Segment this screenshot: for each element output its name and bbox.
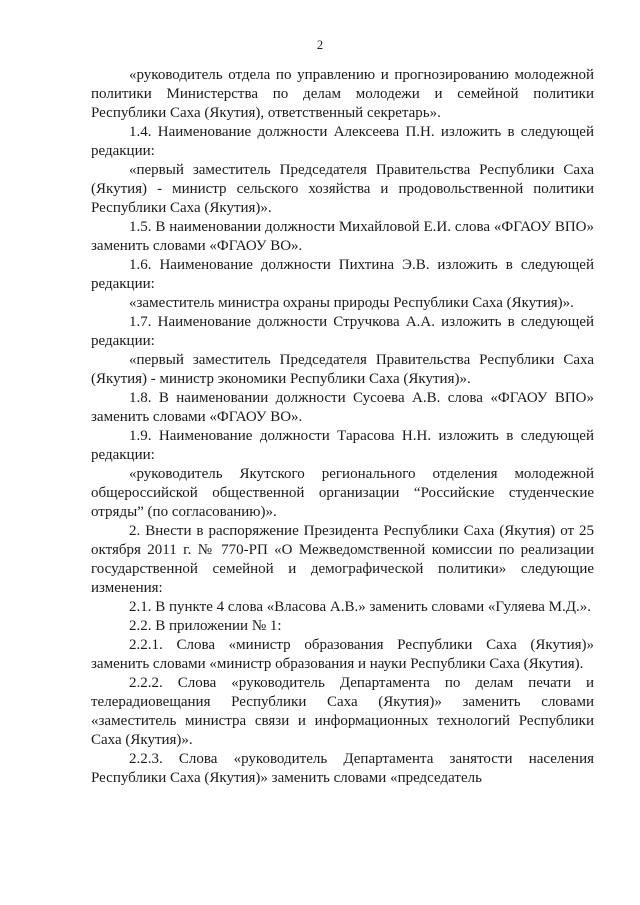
paragraph-2-2: 2.2. В приложении № 1: (129, 618, 282, 634)
paragraph-1-6-text: «заместитель министра охраны природы Республики Саха (Якутия)». (129, 295, 574, 311)
paragraph-2-2-3: 2.2.3. Слова «руководитель Департамента занятости населения Республики Саха (Якутия)» заменить словами «председатель (91, 751, 594, 786)
paragraph-1-7: 1.7. Наименование должности Стручкова А.А. изложить в следующей редакции: (91, 314, 594, 349)
page-number: 2 (316, 38, 324, 52)
paragraph-1-7-text: «первый заместитель Председателя Правительства Республики Саха (Якутия) - министр экономики Республики Саха (Якутия)». (91, 352, 594, 387)
paragraph-1-6: 1.6. Наименование должности Пихтина Э.В. изложить в следующей редакции: (91, 257, 594, 292)
paragraph-1-3-continuation: «руководитель отдела по управлению и прогнозированию молодежной политики Министерства по делам молодежи и семейной политики Республики Саха (Якутия), ответственный секретарь». (91, 67, 594, 121)
paragraph-1-8: 1.8. В наименовании должности Сусоева А.В. слова «ФГАОУ ВПО» заменить словами «ФГАОУ ВО». (91, 390, 594, 425)
paragraph-2-2-2: 2.2.2. Слова «руководитель Департамента по делам печати и телерадиовещания Республики Саха (Якутия)» заменить словами «заместитель министра связи и информационных технологий Республики Саха (Якутия)». (91, 675, 594, 748)
paragraph-1-4-text: «первый заместитель Председателя Правительства Республики Саха (Якутия) - министр сельского хозяйства и продовольственной политики Республики Саха (Якутия)». (91, 162, 594, 216)
paragraph-2-2-1: 2.2.1. Слова «министр образования Республики Саха (Якутия)» заменить словами «министр образования и науки Республики Саха (Якутия). (91, 637, 594, 672)
paragraph-2-1: 2.1. В пункте 4 слова «Власова А.В.» заменить словами «Гуляева М.Д.». (129, 599, 591, 615)
paragraph-2: 2. Внести в распоряжение Президента Республики Саха (Якутия) от 25 октября 2011 г. № 770-РП «О Межведомственной комиссии по реализации государственной семейной и демографической политики» следующие изменения: (91, 523, 594, 596)
paragraph-1-4: 1.4. Наименование должности Алексеева П.Н. изложить в следующей редакции: (91, 124, 594, 159)
paragraph-1-9-text: «руководитель Якутского регионального отделения молодежной общероссийской общественной организации “Российские студенческие отряды” (по согласованию)». (91, 466, 594, 520)
document-body (91, 66, 594, 788)
paragraph-1-9: 1.9. Наименование должности Тарасова Н.Н. изложить в следующей редакции: (91, 428, 594, 463)
paragraph-1-5: 1.5. В наименовании должности Михайловой Е.И. слова «ФГАОУ ВПО» заменить словами «ФГАОУ ВО». (91, 219, 594, 254)
